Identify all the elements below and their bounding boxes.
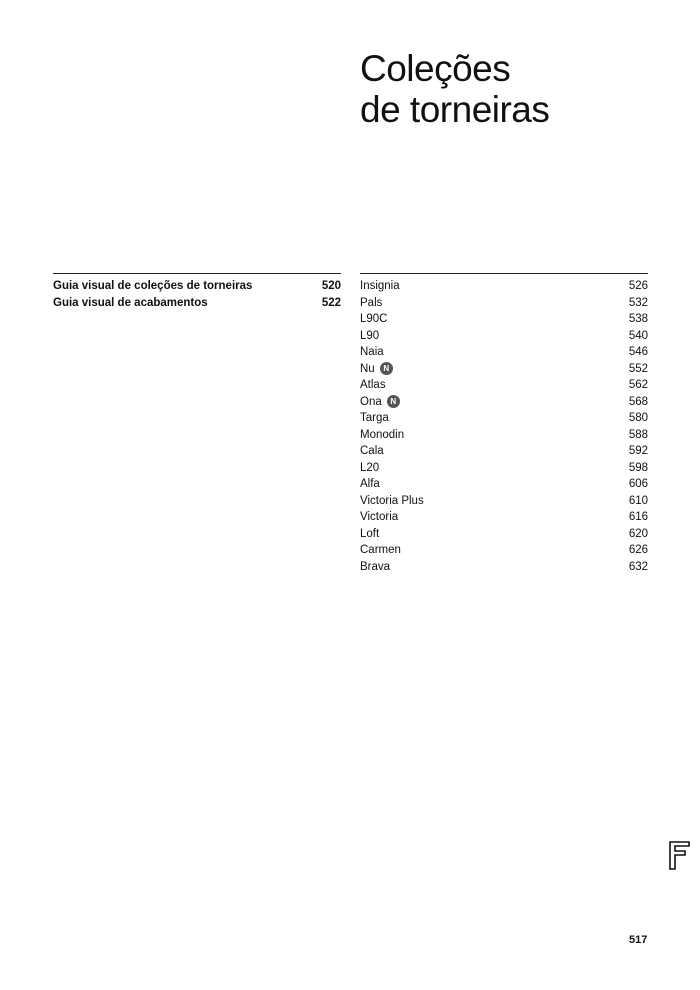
index-label: L20 — [360, 461, 380, 474]
index-page: 580 — [628, 412, 648, 425]
index-label: Targa — [360, 412, 389, 425]
index-label: Pals — [360, 296, 383, 309]
index-row[interactable] — [360, 410, 648, 427]
index-label: Monodin — [360, 428, 405, 441]
index-label: Naia — [360, 346, 384, 359]
index-page: 606 — [628, 478, 648, 491]
index-row[interactable] — [360, 460, 648, 477]
index-page: 526 — [628, 280, 648, 293]
index-page: 568 — [628, 395, 648, 408]
index-label: Carmen — [360, 544, 401, 557]
index-page: 532 — [628, 296, 648, 309]
collections-index — [360, 273, 648, 575]
index-page: 588 — [628, 428, 648, 441]
index-page: 592 — [628, 445, 648, 458]
index-label: Loft — [360, 527, 380, 540]
new-badge: N — [387, 395, 400, 408]
index-label: Brava — [360, 560, 391, 573]
index-label: Guia visual de coleções de torneiras — [53, 280, 253, 293]
index-row[interactable] — [360, 493, 648, 510]
index-row[interactable] — [53, 278, 341, 295]
index-page: 540 — [628, 329, 648, 342]
index-label: Victoria Plus — [360, 494, 424, 507]
index-row[interactable] — [360, 427, 648, 444]
index-label-with-badge — [360, 395, 400, 408]
index-label-with-badge — [360, 362, 393, 375]
index-row[interactable] — [360, 559, 648, 576]
index-page: 546 — [628, 346, 648, 359]
index-row[interactable] — [360, 443, 648, 460]
page-title — [360, 48, 549, 130]
new-badge: N — [380, 362, 393, 375]
index-page: 616 — [628, 511, 648, 524]
index-label: L90C — [360, 313, 388, 326]
index-label: Nu — [360, 362, 375, 375]
index-page: 626 — [628, 544, 648, 557]
index-row[interactable] — [360, 509, 648, 526]
index-row[interactable] — [360, 542, 648, 559]
index-row[interactable] — [360, 278, 648, 295]
index-row[interactable] — [360, 344, 648, 361]
index-label: Insignia — [360, 280, 400, 293]
index-label: Victoria — [360, 511, 399, 524]
index-page: 620 — [628, 527, 648, 540]
index-page: 562 — [628, 379, 648, 392]
faucet-icon — [668, 840, 692, 870]
index-row[interactable] — [360, 328, 648, 345]
index-page: 538 — [628, 313, 648, 326]
index-label: Atlas — [360, 379, 386, 392]
index-row[interactable] — [360, 361, 648, 378]
index-label: Alfa — [360, 478, 380, 491]
title-line-1: Coleções — [360, 48, 511, 89]
index-row[interactable] — [360, 295, 648, 312]
title-line-2: de torneiras — [360, 89, 550, 130]
index-row[interactable] — [360, 526, 648, 543]
index-row[interactable] — [360, 476, 648, 493]
index-label: L90 — [360, 329, 380, 342]
index-page: 632 — [628, 560, 648, 573]
index-row[interactable] — [360, 377, 648, 394]
page-number: 517 — [629, 934, 648, 946]
index-row[interactable] — [360, 394, 648, 411]
index-page: 552 — [628, 362, 648, 375]
index-label: Ona — [360, 395, 382, 408]
index-row[interactable] — [360, 311, 648, 328]
index-page: 520 — [321, 280, 341, 293]
guides-index — [53, 273, 341, 311]
index-page: 598 — [628, 461, 648, 474]
index-page: 522 — [321, 296, 341, 309]
index-page: 610 — [628, 494, 648, 507]
index-label: Cala — [360, 445, 384, 458]
index-label: Guia visual de acabamentos — [53, 296, 208, 309]
index-row[interactable] — [53, 295, 341, 312]
